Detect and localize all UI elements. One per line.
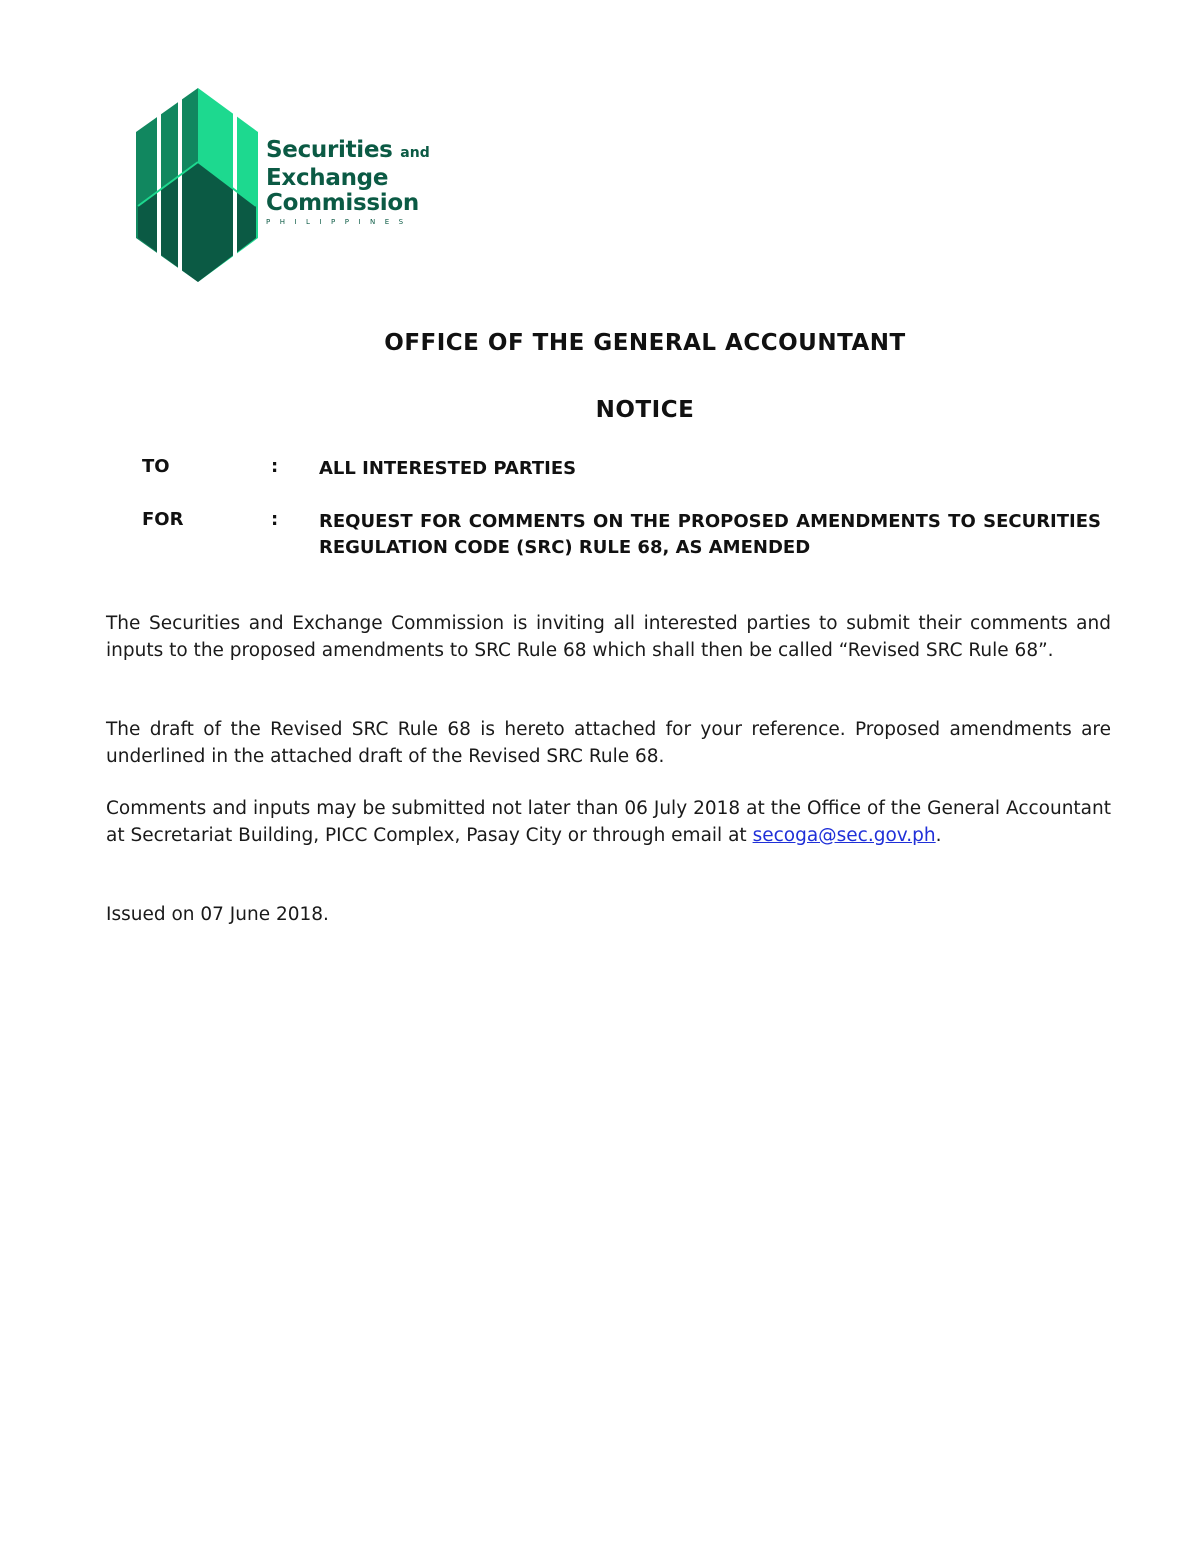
submission-end: . bbox=[935, 824, 942, 846]
email-link[interactable]: secoga@sec.gov.ph bbox=[752, 824, 936, 846]
notice-title: NOTICE bbox=[595, 397, 695, 423]
office-title: OFFICE OF THE GENERAL ACCOUNTANT bbox=[384, 330, 906, 356]
for-value: REQUEST FOR COMMENTS ON THE PROPOSED AMENDMENTS TO SECURITIES REGULATION CODE (SRC) RULE 68, AS AMENDED bbox=[319, 511, 1101, 558]
body-paragraph-invitation: The Securities and Exchange Commission is inviting all interested parties to submit their comments and inputs to the proposed amendments to SRC Rule 68 which shall then be called “Revised SRC Rule 68”. bbox=[106, 613, 1111, 661]
body-paragraph-draft: The draft of the Revised SRC Rule 68 is hereto attached for your reference. Proposed amendments are underlined in the attached draft of the Revised SRC Rule 68. bbox=[106, 719, 1111, 767]
to-separator: : bbox=[271, 456, 279, 477]
logo-line-3: Commission bbox=[266, 190, 419, 216]
for-separator: : bbox=[271, 509, 279, 530]
logo-line-1: Securities bbox=[266, 137, 393, 163]
sec-logo-wordmark bbox=[266, 138, 430, 227]
issued-date: Issued on 07 June 2018. bbox=[106, 904, 329, 925]
sec-logo bbox=[134, 88, 454, 284]
logo-country: PHILIPPINES bbox=[266, 218, 413, 226]
logo-line-1-and: and bbox=[400, 145, 430, 161]
logo-line-2: Exchange bbox=[266, 165, 389, 191]
submission-text: Comments and inputs may be submitted not later than 06 July 2018 at the Office of the General Accountant at Secretariat Building, PICC Complex, Pasay City or through email at bbox=[106, 798, 1111, 846]
to-value: ALL INTERESTED PARTIES bbox=[319, 458, 577, 479]
to-label: TO bbox=[142, 456, 170, 477]
body-paragraph-submission bbox=[106, 796, 1111, 849]
for-label: FOR bbox=[142, 509, 184, 530]
sec-hexagon-emblem-icon bbox=[134, 88, 259, 284]
